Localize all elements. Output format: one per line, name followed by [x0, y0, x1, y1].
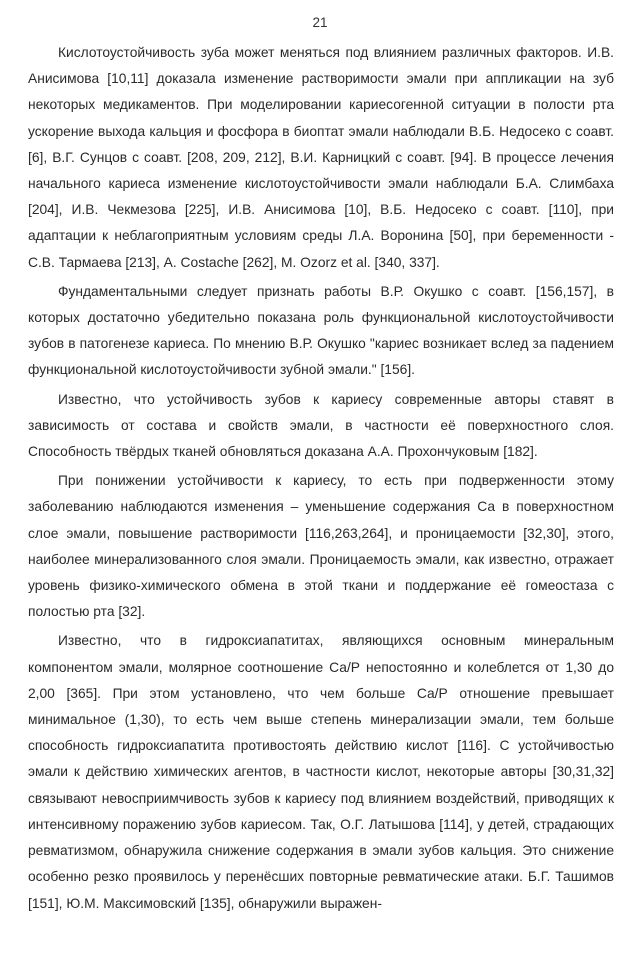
body-text — [28, 40, 614, 917]
paragraph: Кислотоустойчивость зуба может меняться под влиянием различных факторов. И.В. Анисимова [10,11] доказала изменение растворимости эмали при аппликации на зуб некоторых медикаментов. При моделировании кариесогенной ситуации в полости рта ускорение выхода кальция и фосфора в биоптат эмали наблюдали В.Б. Недосеко с соавт. [6], В.Г. Сунцов с соавт. [208, 209, 212], В.И. Карницкий с соавт. [94]. В процессе лечения начального кариеса изменение кислотоустойчивости эмали наблюдали Б.А. Слимбаха [204], И.В. Чекмезова [225], И.В. Анисимова [10], В.Б. Недосеко с соавт. [110], при адаптации к неблагоприятным условиям среды Л.А. Воронина [50], при беременности - С.В. Тармаева [213], A. Costache [262], M. Ozorz et al. [340, 337]. — [28, 45, 614, 270]
page-number: 21 — [312, 15, 328, 30]
paragraph: При понижении устойчивости к кариесу, то есть при подверженности этому заболеванию наблюдаются изменения – уменьшение содержания Са в поверхностном слое эмали, повышение растворимости [116,263,264], и проницаемости [32,30], этого, наиболее минерализованного слоя эмали. Проницаемость эмали, как известно, отражает уровень физико-химического обмена в этой ткани и поддержание её гомеостаза с полостью рта [32]. — [28, 473, 614, 620]
paragraph: Известно, что устойчивость зубов к кариесу современные авторы ставят в зависимость от состава и свойств эмали, в частности её поверхностного слоя. Способность твёрдых тканей обновляться доказана А.А. Прохончуковым [182]. — [28, 391, 614, 460]
paragraph: Фундаментальными следует признать работы В.Р. Окушко с соавт. [156,157], в которых достаточно убедительно показана роль функциональной кислотоустойчивости зубов в патогенезе кариеса. По мнению В.Р. Окушко "кариес возникает вслед за падением функциональной кислотоустойчивости зубной эмали." [156]. — [28, 283, 614, 378]
paragraph: Известно, что в гидроксиапатитах, являющихся основным минеральным компонентом эмали, молярное соотношение Са/Р непостоянно и колеблется от 1,30 до 2,00 [365]. При этом установлено, что чем больше Са/Р отношение превышает минимальное (1,30), то есть чем выше степень минерализации эмали, тем больше способность гидроксиапатита противостоять действию кислот [116]. С устойчивостью эмали к действию химических агентов, в частности кислот, некоторые авторы [30,31,32] связывают невосприимчивость зубов к кариесу под влиянием воздействий, приводящих к интенсивному поражению зубов кариесом. Так, О.Г. Латышова [114], у детей, страдающих ревматизмом, обнаружила снижение содержания в эмали зубов кальция. Это снижение особенно резко проявилось у перенёсших повторные ревматические атаки. Б.Г. Ташимов [151], Ю.М. Максимовский [135], обнаружили выражен- — [28, 633, 614, 911]
